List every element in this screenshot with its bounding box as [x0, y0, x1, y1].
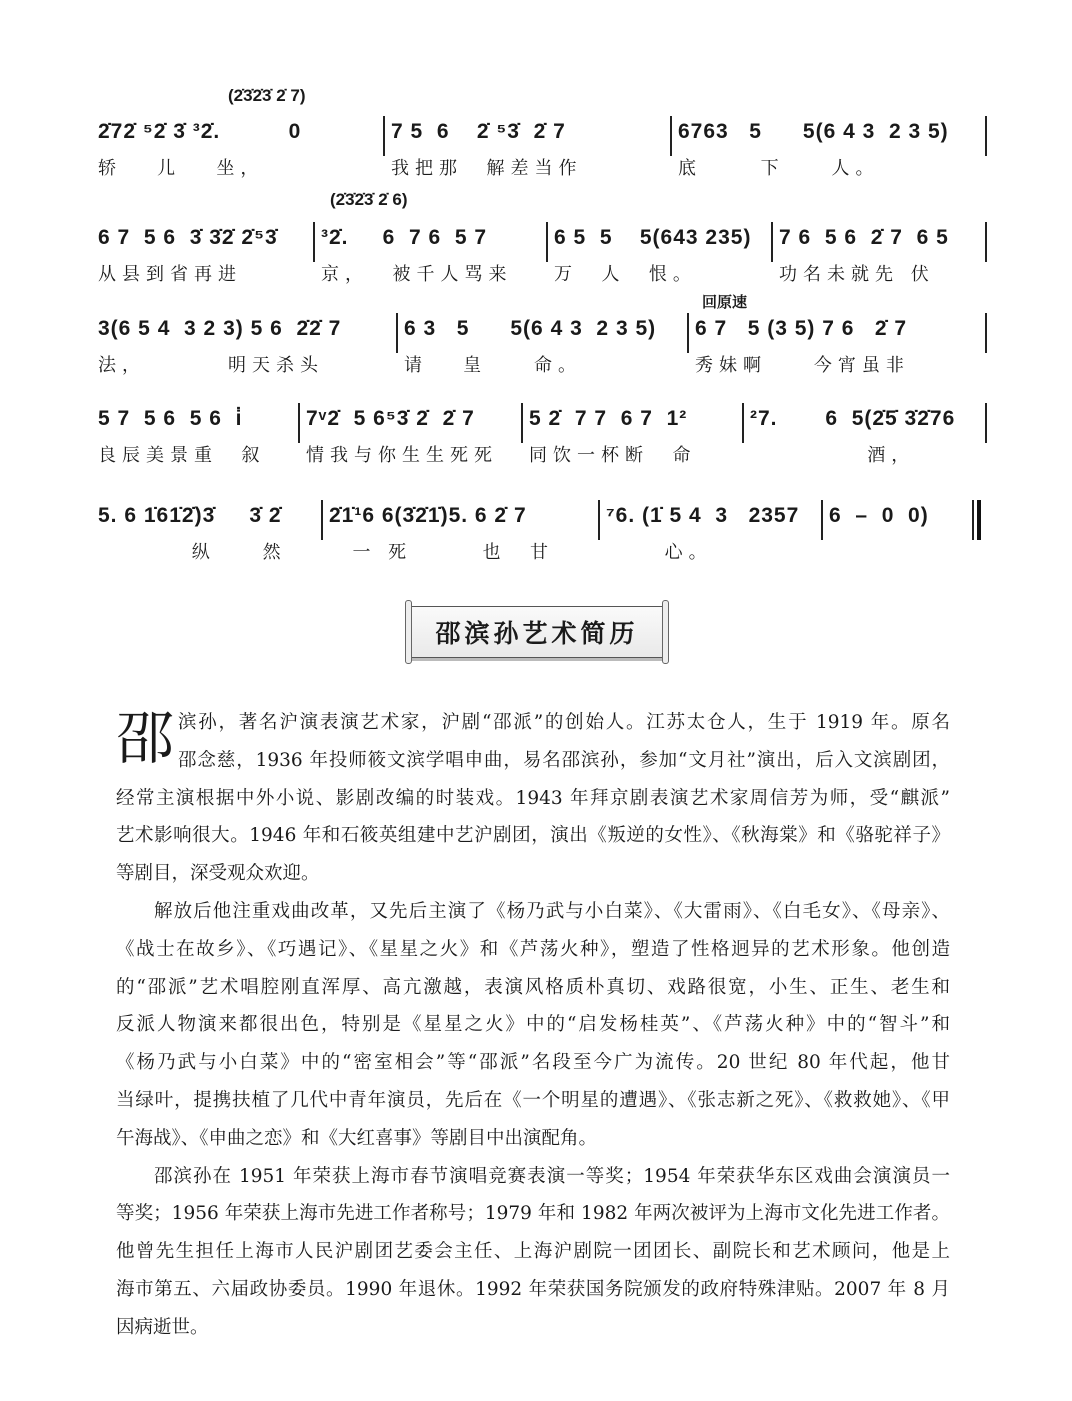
- measure-lyrics: 良辰美景重 叙: [98, 445, 266, 466]
- paragraph: [116, 893, 950, 1158]
- measure-lyrics: 一 死 也 甘: [329, 542, 554, 563]
- measure: [523, 407, 741, 487]
- measure-notes: ²7. 6 5(2̇5̇ 3̇2̇76: [750, 407, 956, 430]
- measure: [300, 407, 520, 487]
- text-line: 海市第五、六届政协委员。1990 年退休。1992 年荣获国务院颁发的政府特殊津贴。2007 年 8 月: [116, 1278, 950, 1300]
- music-score: [0, 0, 1072, 580]
- text-line: 等剧目，深受观众欢迎。: [116, 863, 320, 885]
- measure: [92, 317, 394, 397]
- measure: [92, 407, 296, 487]
- measure: [823, 504, 973, 584]
- measure-notes: 6 7 5 6 3̇ 3̇2̇ 2̇⁵3̇: [98, 226, 278, 249]
- paragraph: [116, 1158, 950, 1347]
- text-line: 他曾先生担任上海市人民沪剧团艺委会主任、上海沪剧院一团团长、副院长和艺术顾问，他是上: [116, 1241, 950, 1263]
- measure: [398, 317, 686, 397]
- measure-notes: ⁷6. (1̇ 5 4 3 2357: [606, 504, 800, 527]
- text-line: 反派人物演来都很出色，特别是《星星之火》中的“启发杨桂英”、《芦荡火种》中的“智斗”和: [116, 1014, 950, 1036]
- measure-notes: 2̇72̇ ⁵2̇ 3̇ ³2̇. 0: [98, 120, 302, 143]
- tempo-mark: 回原速: [702, 293, 748, 311]
- text-line: 解放后他注重戏曲改革，又先后主演了《杨乃武与小白菜》、《大雷雨》、《白毛女》、《母亲》、: [154, 900, 950, 922]
- measure-lyrics: 同饮一杯断 命: [529, 445, 697, 466]
- paragraph: [116, 704, 950, 893]
- text-line: 滨孙，著名沪演表演艺术家，沪剧“邵派”的创始人。江苏太仓人，生于 1919 年。原名: [178, 712, 950, 733]
- measure-lyrics: 从县到省再进: [98, 264, 242, 285]
- measure: [92, 120, 382, 200]
- text-line: 邵念慈，1936 年投师筱文滨学唱申曲，易名邵滨孙，参加“文月社”演出，后入文滨剧团，: [178, 749, 950, 771]
- measure: [92, 226, 312, 306]
- measure-lyrics: 酒，: [750, 445, 916, 466]
- measure-notes: 6 – 0 0): [829, 504, 929, 527]
- measure: [600, 504, 820, 584]
- text-line: 邵滨孙在 1951 年荣获上海市春节演唱竞赛表演一等奖；1954 年荣获华东区戏曲会演演员一: [154, 1165, 950, 1187]
- measure-notes: 7 5 6 2̇ ⁵3̇ 2̇ 7: [391, 120, 566, 143]
- measure-lyrics: 情我与你生生死死: [306, 445, 498, 466]
- measure-notes: 6763 5 5(6 4 3 2 3 5): [678, 120, 949, 143]
- text-line: 《战士在故乡》、《巧遇记》、《星星之火》和《芦荡火种》，塑造了性格迥异的艺术形象。他创造: [116, 938, 950, 960]
- measure-notes: 5 7 5 6 5 6 i̇: [98, 407, 243, 430]
- drop-cap: 邵: [116, 704, 175, 772]
- measure-lyrics: 纵 然: [98, 542, 287, 563]
- measure-notes: 2̇1̇¹6 6(3̇2̇1̇)5. 6 2̇ 7: [329, 504, 527, 527]
- barline: [985, 222, 987, 262]
- score-annotation: (2̇3̇2̇3̇ 2̇ 6): [330, 190, 408, 209]
- barline: [985, 313, 987, 353]
- text-line: 的“邵派”艺术唱腔刚直浑厚、高亢激越，表演风格质朴真切、戏路很宽，小生、正生、老生和: [116, 976, 950, 998]
- measure: [92, 504, 319, 584]
- measure-notes: 5. 6 1̇61̇2̇)3̇ 3̇ 2̇: [98, 504, 282, 527]
- measure-lyrics: 法， 明天杀头: [98, 355, 325, 376]
- barline: [985, 403, 987, 443]
- text-line: 《杨乃武与小白菜》中的“密室相会”等“邵派”名段至今广为流传。20 世纪 80 年代起，他甘: [116, 1052, 950, 1074]
- measure: [689, 317, 985, 397]
- barline: [985, 116, 987, 156]
- measure-lyrics: 轿 儿 坐，: [98, 158, 265, 179]
- measure: [323, 504, 597, 584]
- measure-lyrics: 请 皇 命。: [404, 355, 583, 376]
- measure: [385, 120, 670, 200]
- measure: [773, 226, 985, 306]
- measure-notes: 7ᵛ2̇ 5 6⁵3̇ 2̇ 2̇ 7: [306, 407, 475, 430]
- measure-lyrics: 心。: [606, 542, 713, 563]
- text-line: 经常主演根据中外小说、影剧改编的时装戏。1943 年拜京剧表演艺术家周信芳为师，受“麒派”: [116, 787, 950, 809]
- biography: [116, 704, 950, 1347]
- measure: [672, 120, 984, 200]
- measure-notes: 6 3 5 5(6 4 3 2 3 5): [404, 317, 657, 340]
- measure-notes: ³2̇. 6 7 6 5 7: [321, 226, 488, 249]
- measure-lyrics: 底 下 人。: [678, 158, 880, 179]
- text-line: 艺术影响很大。1946 年和石筱英组建中艺沪剧团，演出《叛逆的女性》、《秋海棠》和《骆驼祥子》: [116, 825, 950, 847]
- measure-notes: 6 5 5 5(643 235): [554, 226, 752, 249]
- measure-notes: 5 2̇ 7 7 6 7 1²: [529, 407, 688, 430]
- measure-lyrics: 秀妹啊 今宵虽非: [695, 355, 910, 376]
- text-line: 当绿叶，提携扶植了几代中青年演员，先后在《一个明星的遭遇》、《张志新之死》、《救救她》、《甲: [116, 1089, 950, 1111]
- measure-lyrics: 功名未就先 伏: [779, 264, 935, 285]
- measure: [744, 407, 985, 487]
- score-annotation: (2̇3̇2̇3̇ 2̇ 7): [228, 86, 306, 105]
- text-line: 午海战》、《申曲之恋》和《大红喜事》等剧目中出演配角。: [116, 1127, 598, 1149]
- measure-lyrics: 万 人 恨。: [554, 264, 697, 285]
- measure-lyrics: 我把那 解差当作: [391, 158, 583, 179]
- measure-notes: 3(6 5 4 3 2 3) 5 6 2̇2̇ 7: [98, 317, 342, 340]
- measure: [315, 226, 545, 306]
- measure-notes: 7 6 5 6 2̇ 7 6 5: [779, 226, 949, 249]
- measure-lyrics: 京， 被千人骂来: [321, 264, 513, 285]
- measure-notes: 6 7 5 (3 5) 7 6 2̇ 7: [695, 317, 908, 340]
- text-line: 因病逝世。: [116, 1316, 209, 1338]
- text-line: 等奖；1956 年荣获上海市先进工作者称号；1979 年和 1982 年两次被评为上海市文化先进工作者。: [116, 1203, 950, 1225]
- final-barline: [972, 500, 980, 540]
- section-title-banner: [410, 606, 664, 658]
- section-title: 邵滨孙艺术简历: [435, 619, 639, 648]
